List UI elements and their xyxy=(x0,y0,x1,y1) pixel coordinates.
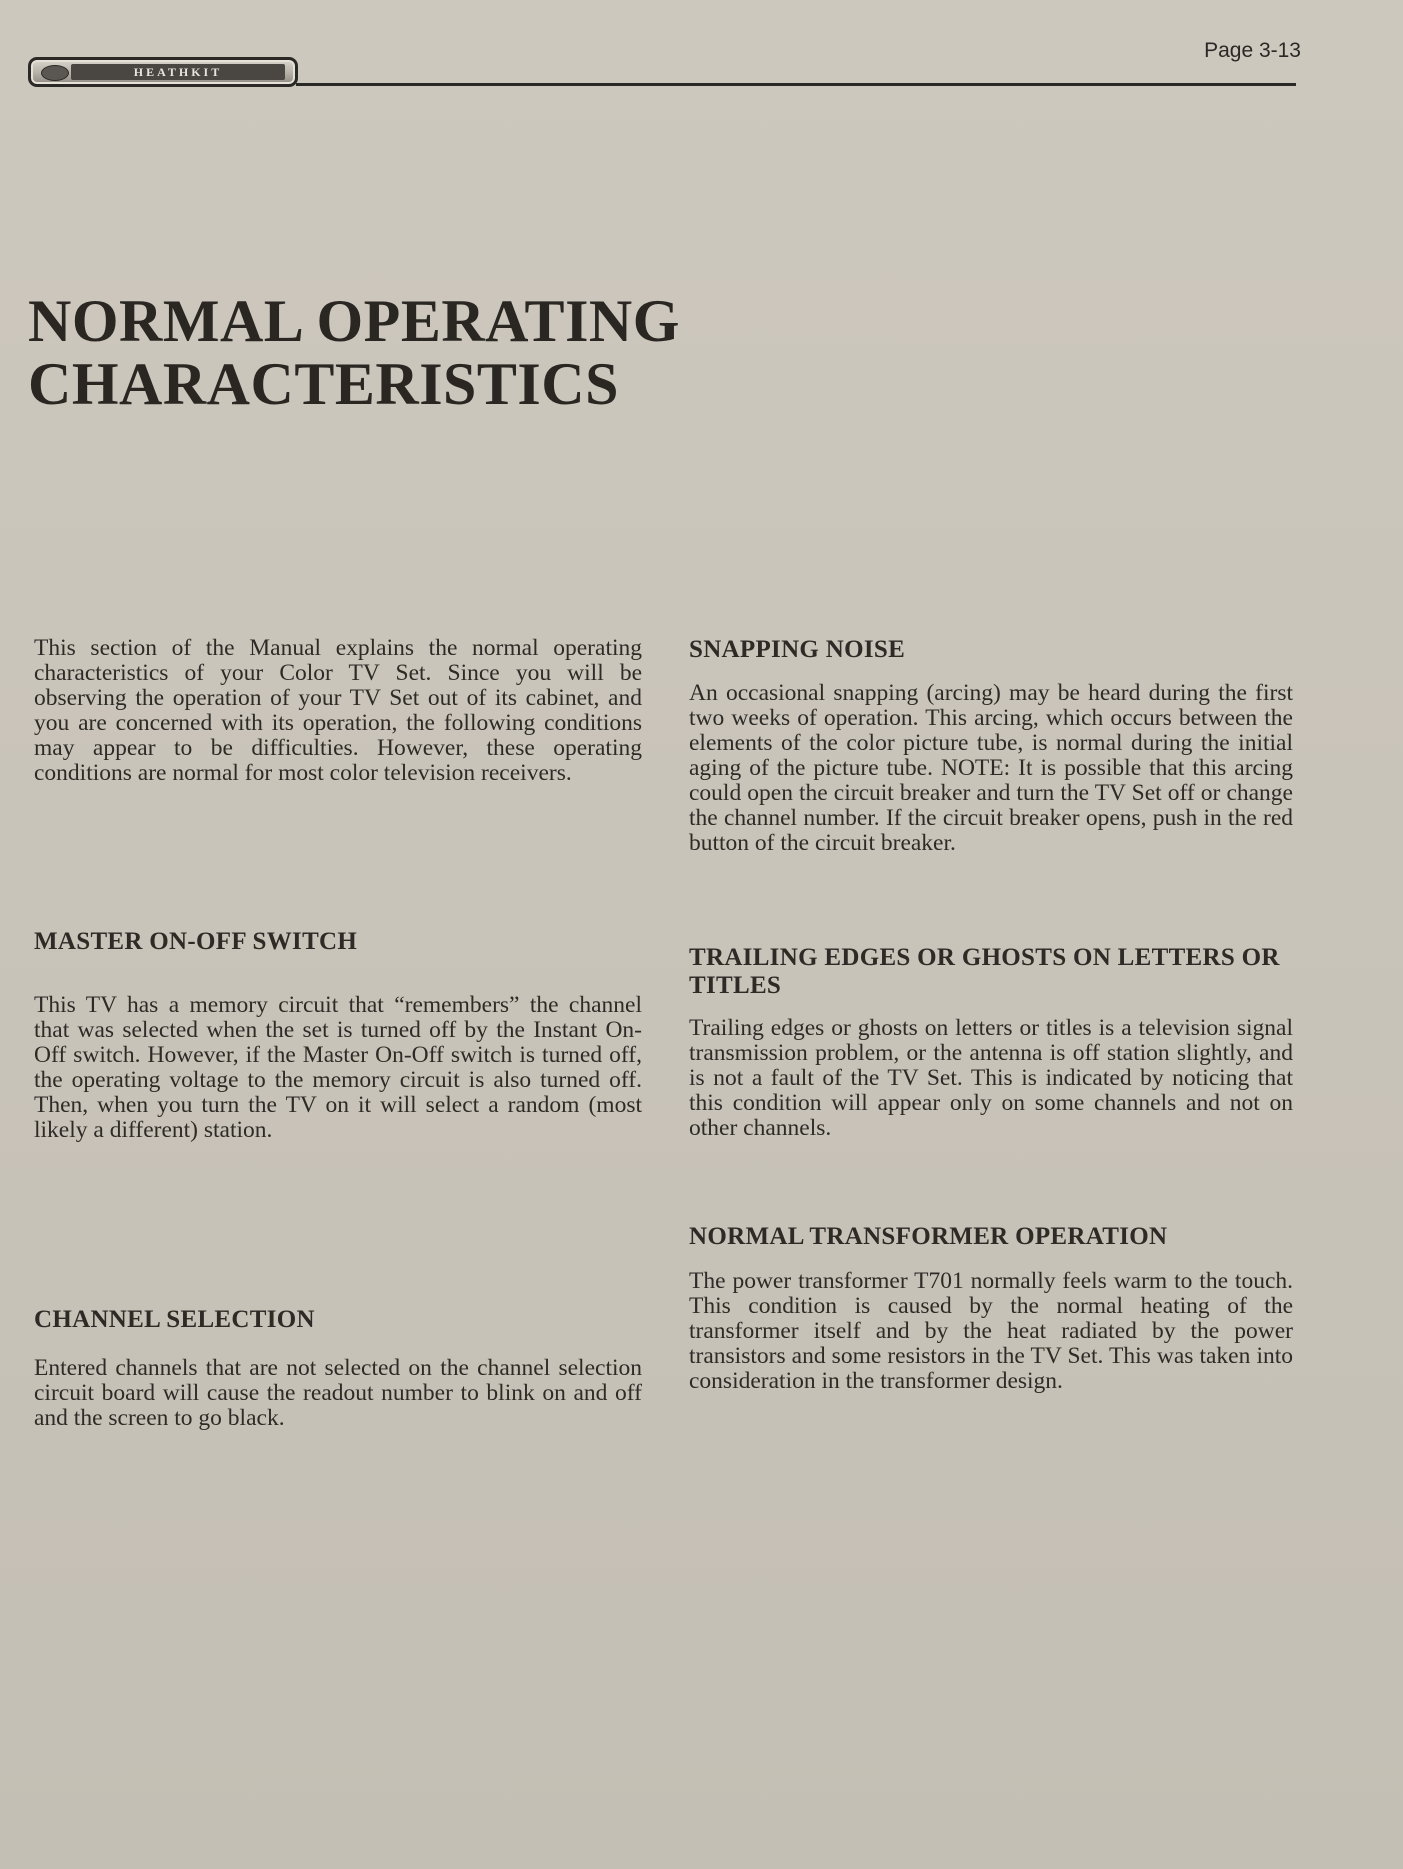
intro-section xyxy=(34,636,642,786)
master-switch-heading: MASTER ON-OFF SWITCH xyxy=(34,928,358,955)
transformer-heading: NORMAL TRANSFORMER OPERATION xyxy=(689,1223,1168,1250)
transformer-paragraph: The power transformer T701 normally feels warm to the touch. This condition is caused by the normal heating of the transformer itself and by the heat radiated by the power transistors and some resistors in the TV Set. This was taken into consideration in the transformer design. xyxy=(689,1268,1293,1394)
snapping-noise-body-block xyxy=(689,681,1293,856)
trailing-edges-section xyxy=(689,944,1293,1000)
page-number: Page 3-13 xyxy=(1204,39,1301,62)
left-column xyxy=(34,636,642,1456)
trailing-edges-heading: TRAILING EDGES OR GHOSTS ON LETTERS OR TITLES xyxy=(689,944,1280,999)
trailing-edges-body-block xyxy=(689,1016,1293,1141)
transformer-body-block xyxy=(689,1269,1293,1394)
page-title-line-1: NORMAL OPERATING xyxy=(28,288,680,354)
trailing-edges-paragraph: Trailing edges or ghosts on letters or titles is a television signal transmission problem, or the antenna is off station slightly, and is not a fault of the TV Set. This is indicated by noticing that this condition will appear only on some channels and not on other channels. xyxy=(689,1015,1293,1141)
logo-emblem-icon xyxy=(41,65,69,81)
snapping-noise-heading: SNAPPING NOISE xyxy=(689,636,906,663)
header-rule xyxy=(296,83,1296,86)
heathkit-logo xyxy=(28,57,298,87)
master-switch-body-block xyxy=(34,993,642,1143)
page-title xyxy=(28,290,680,416)
snapping-noise-section xyxy=(689,636,1293,664)
master-switch-paragraph: This TV has a memory circuit that “remembers” the channel that was selected when the set is turned off by the Instant On-Off switch. However, if the Master On-Off switch is turned off, the operating voltage to the memory circuit is also turned off. Then, when you turn the TV on it will select a random (most likely a different) station. xyxy=(34,992,642,1143)
channel-selection-section xyxy=(34,1306,642,1334)
logo-text: HEATHKIT xyxy=(133,65,223,79)
page-title-line-2: CHARACTERISTICS xyxy=(28,351,619,417)
snapping-noise-paragraph: An occasional snapping (arcing) may be heard during the first two weeks of operation. This arcing, which occurs between the elements of the color picture tube, is normal during the initial aging of the picture tube. NOTE: It is possible that this arcing could open the circuit breaker and turn the TV Set off or change the channel number. If the circuit breaker opens, push in the red button of the circuit breaker. xyxy=(689,680,1293,856)
transformer-section xyxy=(689,1223,1293,1251)
master-switch-section xyxy=(34,928,642,956)
channel-selection-paragraph: Entered channels that are not selected on the channel selection circuit board will cause the readout number to blink on and off and the screen to go black. xyxy=(34,1355,642,1431)
right-column xyxy=(689,636,1293,1456)
channel-selection-body-block xyxy=(34,1356,642,1431)
logo-plate xyxy=(71,64,285,80)
intro-paragraph: This section of the Manual explains the normal operating characteristics of your Color TV Set. Since you will be observing the operation of your TV Set out of its cabinet, and you are concerned with its operation, the following conditions may appear to be difficulties. However, these operating conditions are normal for most color television receivers. xyxy=(34,635,642,786)
channel-selection-heading: CHANNEL SELECTION xyxy=(34,1306,315,1333)
